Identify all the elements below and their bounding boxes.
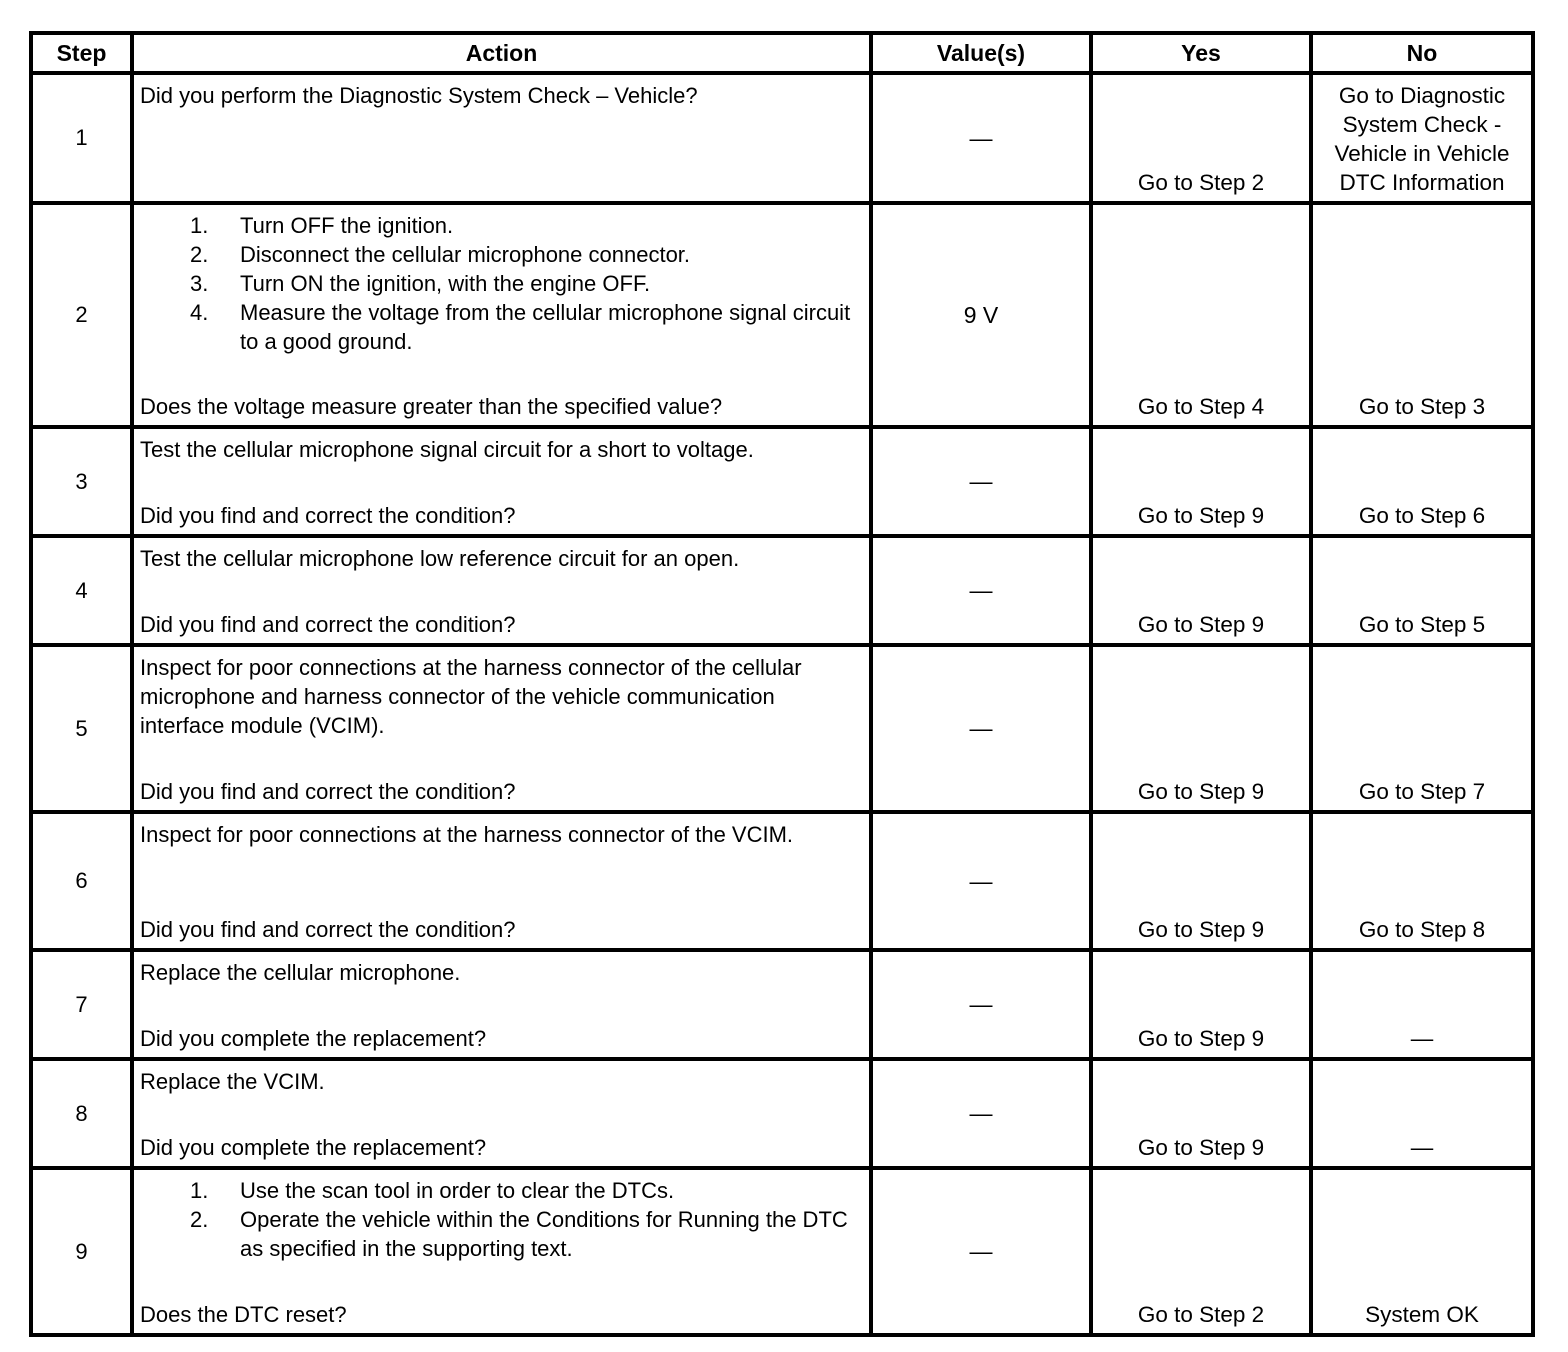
action-cell [132,950,871,1059]
action-step-number: 2. [190,242,209,267]
yes-cell: Go to Step 9 [1091,812,1311,950]
action-question: Did you find and correct the condition? [140,612,516,637]
yes-cell: Go to Step 9 [1091,950,1311,1059]
action-step-text: Turn ON the ignition, with the engine OFF. [240,271,651,296]
step-number: 4 [31,536,132,645]
no-cell: — [1311,1059,1533,1168]
table-row [31,812,1533,950]
table-row [31,427,1533,536]
action-step-item [140,1176,863,1205]
action-step-number: 2. [190,1207,209,1232]
action-step-item [140,1205,863,1263]
action-question: Did you find and correct the condition? [140,503,516,528]
table-row [31,1059,1533,1168]
action-steps-list [140,1176,863,1263]
action-cell [132,812,871,950]
action-question: Did you complete the replacement? [140,1026,487,1051]
action-step-item [140,298,863,356]
action-cell [132,645,871,812]
value-cell: — [871,1059,1091,1168]
table-row [31,645,1533,812]
header-values: Value(s) [871,33,1091,73]
action-cell [132,73,871,203]
value-cell: 9 V [871,203,1091,427]
action-text: Inspect for poor connections at the harness connector of the cellular microphone and harness connector of the vehicle communication interface module (VCIM). [140,655,802,738]
step-number: 8 [31,1059,132,1168]
action-text: Inspect for poor connections at the harness connector of the VCIM. [140,822,794,847]
yes-cell: Go to Step 9 [1091,645,1311,812]
action-text: Replace the VCIM. [140,1069,325,1094]
no-cell: — [1311,950,1533,1059]
table-row [31,1168,1533,1335]
action-step-number: 4. [190,300,209,325]
no-cell: System OK [1311,1168,1533,1335]
action-step-text: Turn OFF the ignition. [240,213,454,238]
yes-cell: Go to Step 4 [1091,203,1311,427]
no-cell: Go to Diagnostic System Check - Vehicle in Vehicle DTC Information [1311,73,1533,203]
no-cell: Go to Step 6 [1311,427,1533,536]
step-number: 2 [31,203,132,427]
table-row [31,536,1533,645]
yes-cell: Go to Step 9 [1091,536,1311,645]
action-cell [132,427,871,536]
step-number: 1 [31,73,132,203]
action-step-text: Operate the vehicle within the Conditions for Running the DTC as specified in the supporting text. [240,1207,848,1261]
action-question: Does the DTC reset? [140,1302,347,1327]
value-cell: — [871,536,1091,645]
step-number: 7 [31,950,132,1059]
action-step-number: 3. [190,271,209,296]
header-action: Action [132,33,871,73]
header-row [31,33,1533,73]
yes-cell: Go to Step 9 [1091,427,1311,536]
header-step: Step [31,33,132,73]
no-cell: Go to Step 5 [1311,536,1533,645]
yes-cell: Go to Step 9 [1091,1059,1311,1168]
action-cell [132,1168,871,1335]
action-cell [132,203,871,427]
action-text: Test the cellular microphone signal circuit for a short to voltage. [140,437,754,462]
action-question: Did you find and correct the condition? [140,917,516,942]
step-number: 5 [31,645,132,812]
step-number: 9 [31,1168,132,1335]
action-text: Test the cellular microphone low reference circuit for an open. [140,546,740,571]
action-cell [132,1059,871,1168]
action-question: Did you find and correct the condition? [140,779,516,804]
action-question: Did you complete the replacement? [140,1135,487,1160]
header-no: No [1311,33,1533,73]
no-cell: Go to Step 7 [1311,645,1533,812]
diagnostic-table [29,31,1535,1337]
value-cell: — [871,950,1091,1059]
yes-cell: Go to Step 2 [1091,1168,1311,1335]
action-step-item [140,211,863,240]
action-step-number: 1. [190,213,209,238]
table-row [31,950,1533,1059]
header-yes: Yes [1091,33,1311,73]
action-step-item [140,240,863,269]
table-row [31,73,1533,203]
value-cell: — [871,73,1091,203]
value-cell: — [871,645,1091,812]
action-text: Replace the cellular microphone. [140,960,461,985]
table-body [31,73,1533,1335]
step-number: 3 [31,427,132,536]
action-question: Does the voltage measure greater than the specified value? [140,394,723,419]
action-step-text: Disconnect the cellular microphone connector. [240,242,691,267]
action-cell [132,536,871,645]
action-step-item [140,269,863,298]
step-number: 6 [31,812,132,950]
no-cell: Go to Step 3 [1311,203,1533,427]
value-cell: — [871,427,1091,536]
action-step-number: 1. [190,1178,209,1203]
action-step-text: Measure the voltage from the cellular microphone signal circuit to a good ground. [240,300,851,354]
action-steps-list [140,211,863,356]
value-cell: — [871,1168,1091,1335]
no-cell: Go to Step 8 [1311,812,1533,950]
table-row [31,203,1533,427]
action-step-text: Use the scan tool in order to clear the DTCs. [240,1178,675,1203]
value-cell: — [871,812,1091,950]
action-text: Did you perform the Diagnostic System Check – Vehicle? [140,83,698,108]
yes-cell: Go to Step 2 [1091,73,1311,203]
